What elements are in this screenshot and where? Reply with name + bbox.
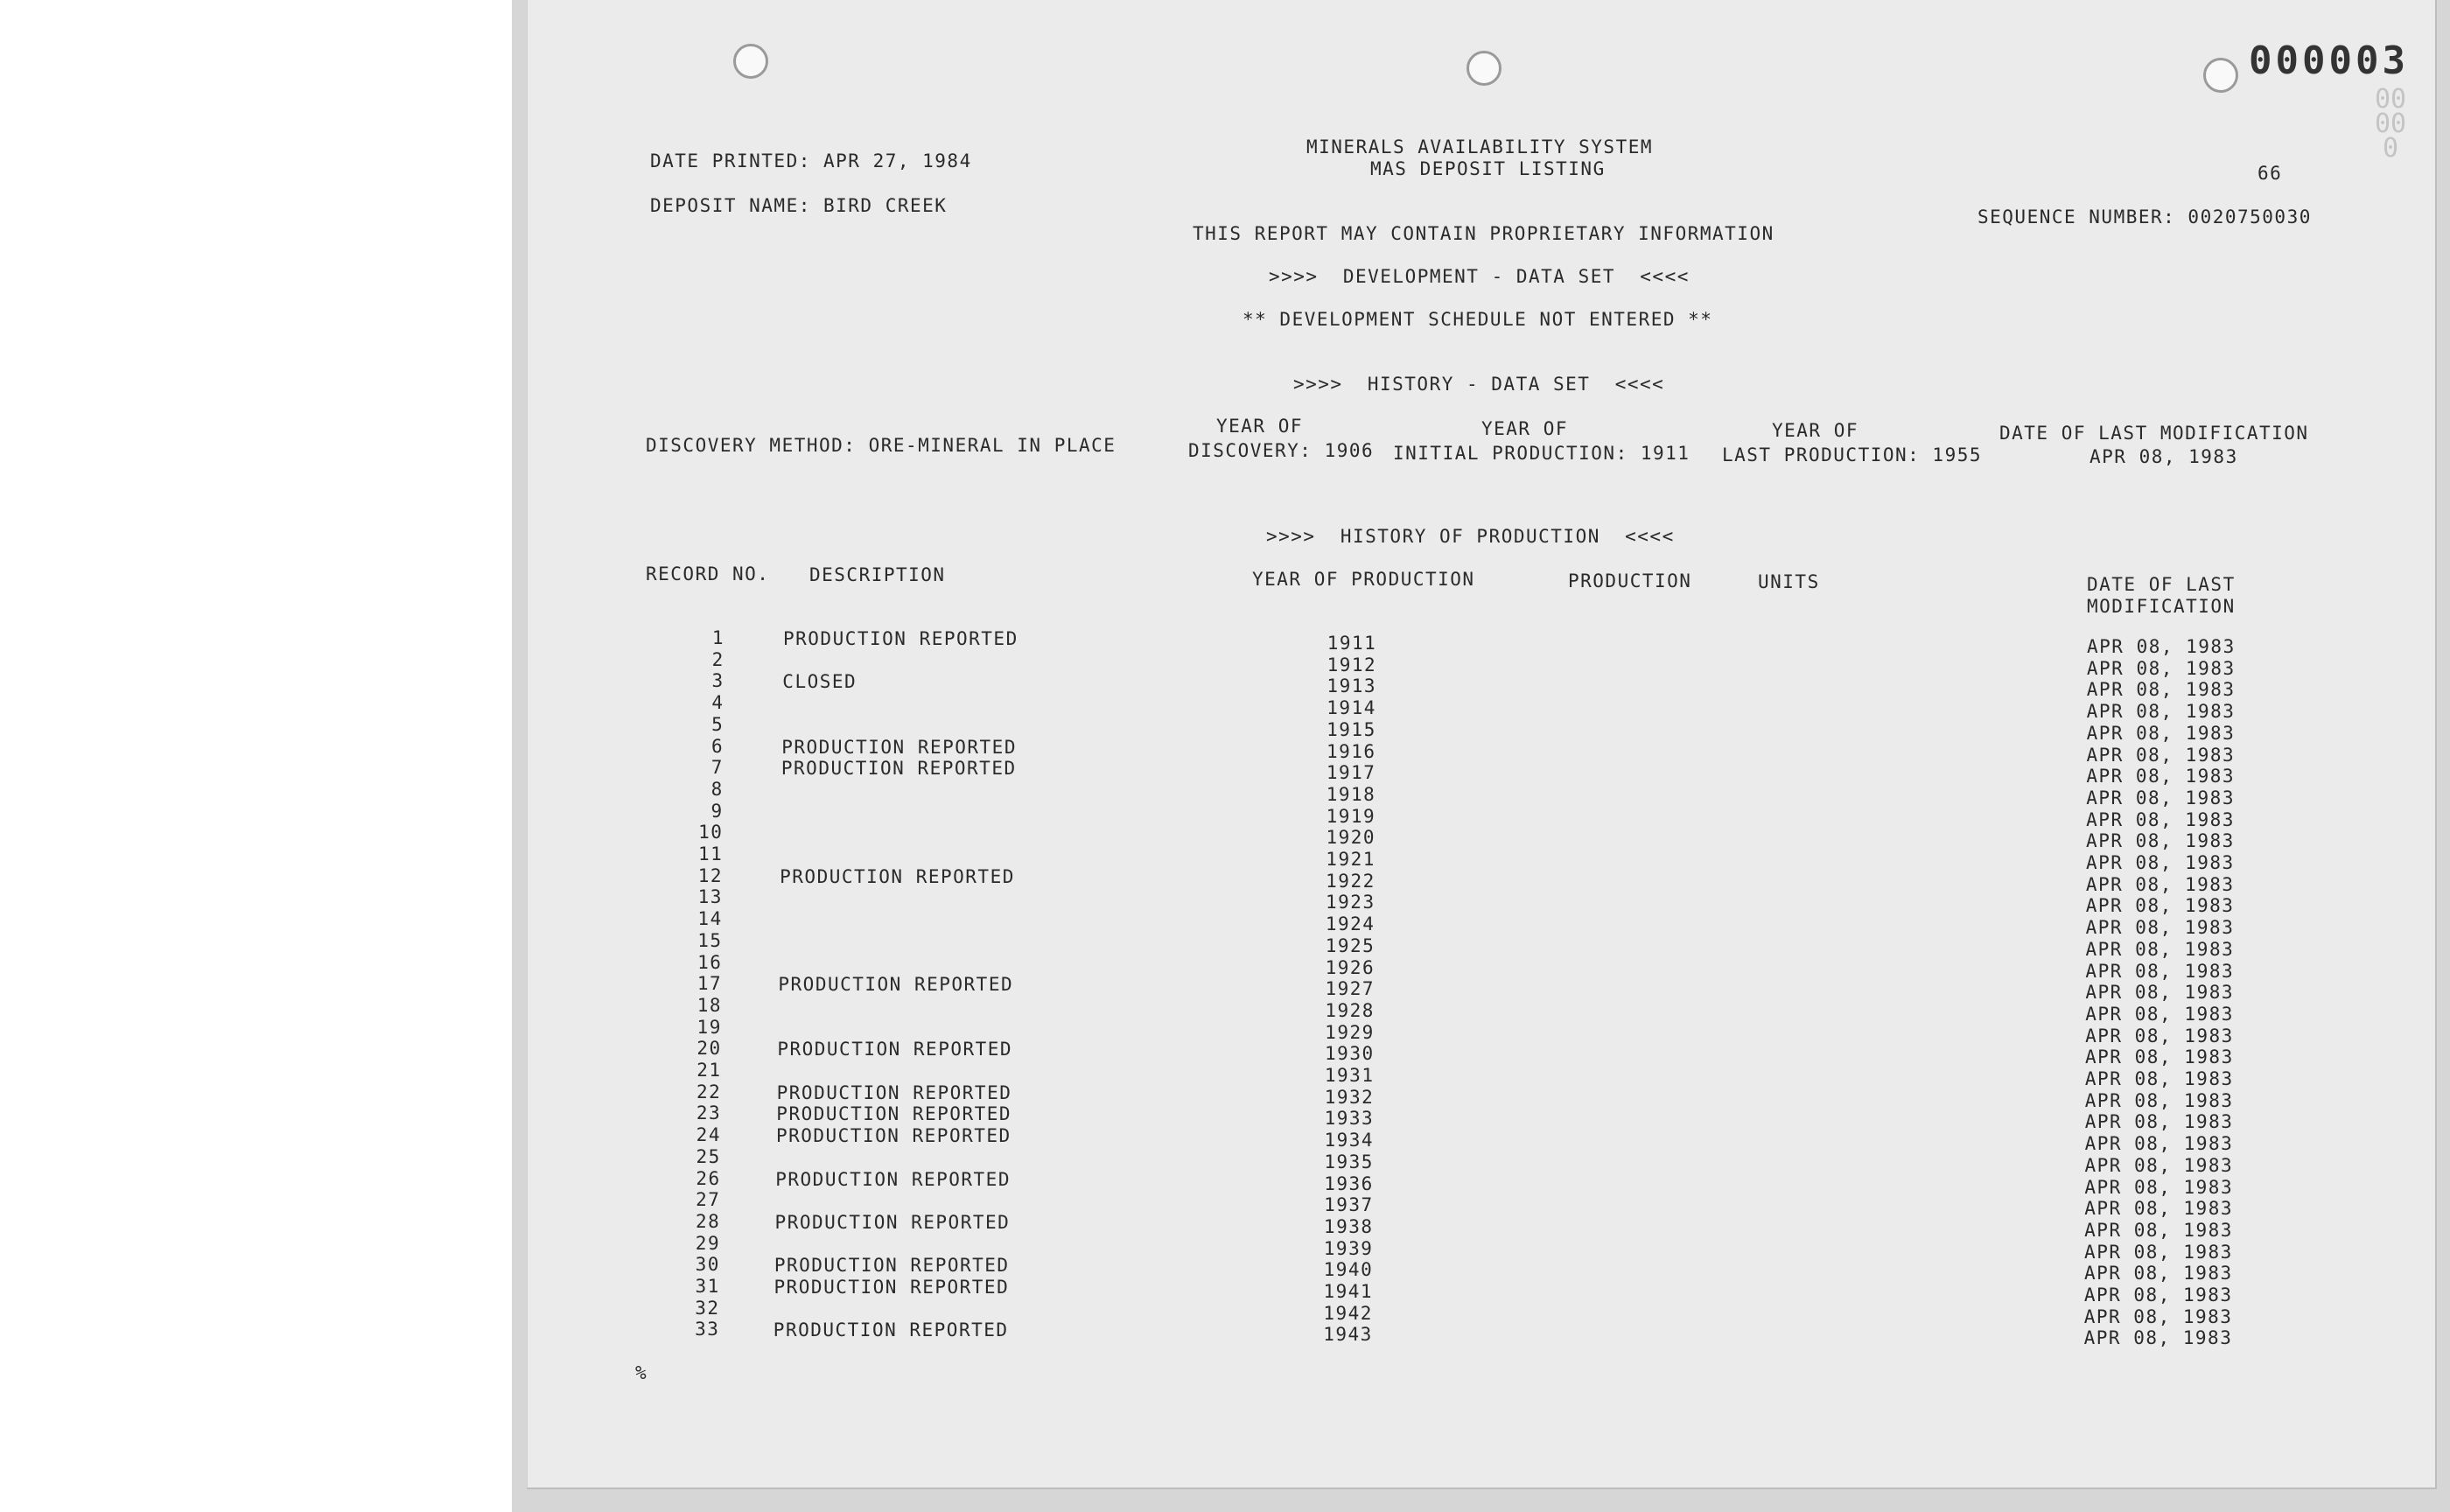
- production-year: 1933: [1324, 1108, 1375, 1130]
- record-number: 22: [696, 1081, 722, 1102]
- record-number: 13: [697, 886, 723, 908]
- production-year: 1943: [1323, 1324, 1373, 1346]
- production-year: 1916: [1326, 740, 1376, 762]
- record-description: PRODUCTION REPORTED: [773, 1320, 1009, 1341]
- record-number: 21: [696, 1060, 722, 1081]
- record-description: PRODUCTION REPORTED: [781, 736, 1017, 758]
- production-year: 1921: [1326, 849, 1376, 870]
- record-last-modified: APR 08, 1983: [2085, 938, 2235, 960]
- production-year: 1923: [1326, 892, 1376, 914]
- record-number: 5: [711, 713, 724, 735]
- discovery-year: DISCOVERY: 1906: [1188, 440, 1375, 461]
- column-header-year: YEAR OF PRODUCTION: [1252, 569, 1475, 590]
- record-last-modified: APR 08, 1983: [2086, 830, 2235, 852]
- document-stamp-number: 000003: [2249, 38, 2409, 83]
- production-year: 1934: [1324, 1130, 1375, 1152]
- record-number: 7: [710, 757, 724, 779]
- record-last-modified: APR 08, 1983: [2084, 1133, 2234, 1155]
- punch-hole-right: [2203, 58, 2238, 93]
- production-year: 1936: [1324, 1172, 1374, 1194]
- record-number: 26: [696, 1167, 721, 1189]
- year-of-label-initial: YEAR OF: [1481, 418, 1569, 439]
- punch-hole-left: [733, 44, 768, 79]
- record-number: 33: [695, 1319, 720, 1340]
- production-year: 1913: [1326, 676, 1376, 697]
- record-description: PRODUCTION REPORTED: [776, 1103, 1012, 1125]
- record-number: 16: [697, 951, 723, 973]
- production-year: 1937: [1324, 1194, 1374, 1216]
- record-description: PRODUCTION REPORTED: [775, 1125, 1012, 1147]
- production-year: 1928: [1325, 999, 1375, 1021]
- production-year: 1917: [1326, 762, 1376, 784]
- record-number: 27: [696, 1189, 721, 1211]
- record-last-modified: APR 08, 1983: [2084, 1176, 2234, 1198]
- record-number: 19: [696, 1016, 722, 1038]
- date-printed: DATE PRINTED: APR 27, 1984: [650, 150, 972, 172]
- column-header-record-no: RECORD NO.: [646, 564, 770, 584]
- record-number: 30: [695, 1254, 720, 1276]
- column-header-last-mod-2: MODIFICATION: [2087, 596, 2236, 617]
- year-of-label-discovery: YEAR OF: [1216, 416, 1304, 437]
- production-year: 1925: [1325, 934, 1376, 956]
- record-number: 1: [711, 627, 724, 648]
- production-year: 1920: [1326, 827, 1376, 849]
- record-description: PRODUCTION REPORTED: [774, 1277, 1010, 1298]
- record-description: PRODUCTION REPORTED: [774, 1211, 1011, 1233]
- production-year: 1929: [1325, 1021, 1375, 1043]
- record-last-modified: APR 08, 1983: [2084, 1068, 2234, 1089]
- record-number: 2: [711, 648, 724, 670]
- production-year: 1935: [1324, 1151, 1374, 1172]
- record-number: 14: [697, 908, 723, 930]
- record-number: 12: [697, 864, 724, 886]
- record-number: 29: [695, 1232, 721, 1254]
- production-year: 1940: [1323, 1259, 1374, 1281]
- record-last-modified: APR 08, 1983: [2083, 1327, 2233, 1349]
- production-year: 1915: [1326, 718, 1376, 740]
- record-last-modified: APR 08, 1983: [2086, 657, 2236, 679]
- record-last-modified: APR 08, 1983: [2086, 679, 2236, 701]
- record-last-modified: APR 08, 1983: [2085, 982, 2235, 1004]
- record-last-modified: APR 08, 1983: [2085, 1046, 2234, 1068]
- record-last-modified: APR 08, 1983: [2084, 1154, 2234, 1176]
- record-last-modified: APR 08, 1983: [2084, 1089, 2234, 1111]
- record-last-modified: APR 08, 1983: [2084, 1241, 2233, 1263]
- record-number: 11: [697, 844, 724, 864]
- record-number: 25: [696, 1145, 721, 1167]
- development-title: >>>> DEVELOPMENT - DATA SET <<<<: [1269, 266, 1690, 287]
- record-last-modified: APR 08, 1983: [2086, 808, 2235, 830]
- sequence-number: SEQUENCE NUMBER: 0020750030: [1978, 206, 2312, 228]
- production-year: 1914: [1326, 697, 1376, 719]
- record-number: 17: [696, 973, 723, 995]
- record-number: 20: [696, 1038, 722, 1060]
- record-description: PRODUCTION REPORTED: [780, 758, 1017, 780]
- last-modification-date: APR 08, 1983: [2090, 446, 2238, 467]
- faint-stamp-number: 00000: [2374, 84, 2407, 164]
- record-description: PRODUCTION REPORTED: [783, 628, 1018, 649]
- record-last-modified: APR 08, 1983: [2084, 1198, 2233, 1220]
- record-number: 10: [698, 822, 724, 844]
- proprietary-notice: THIS REPORT MAY CONTAIN PROPRIETARY INFORMATION: [1193, 223, 1774, 244]
- record-number: 32: [695, 1297, 720, 1319]
- discovery-method: DISCOVERY METHOD: ORE-MINERAL IN PLACE: [646, 435, 1116, 456]
- record-last-modified: APR 08, 1983: [2086, 766, 2236, 788]
- record-last-modified: APR 08, 1983: [2086, 744, 2236, 766]
- production-year: 1930: [1325, 1043, 1375, 1065]
- punch-hole-center: [1466, 51, 1502, 86]
- production-year: 1942: [1323, 1302, 1373, 1324]
- record-last-modified: APR 08, 1983: [2085, 873, 2235, 895]
- production-year: 1938: [1323, 1215, 1374, 1237]
- record-number: 15: [697, 929, 723, 951]
- record-last-modified: APR 08, 1983: [2085, 852, 2235, 873]
- record-last-modified: APR 08, 1983: [2085, 895, 2235, 917]
- production-year: 1931: [1324, 1065, 1375, 1086]
- production-year: 1919: [1326, 805, 1376, 827]
- record-last-modified: APR 08, 1983: [2085, 917, 2235, 939]
- record-number: 24: [696, 1124, 721, 1146]
- system-title: MINERALS AVAILABILITY SYSTEM: [1306, 136, 1654, 158]
- record-number: 18: [696, 994, 723, 1016]
- initial-production-year: INITIAL PRODUCTION: 1911: [1393, 443, 1690, 464]
- record-last-modified: APR 08, 1983: [2084, 1111, 2234, 1133]
- record-last-modified: APR 08, 1983: [2084, 1219, 2233, 1241]
- record-number: 28: [695, 1210, 721, 1232]
- record-last-modified: APR 08, 1983: [2086, 787, 2235, 808]
- record-number: 8: [710, 778, 724, 800]
- record-last-modified: APR 08, 1983: [2086, 701, 2236, 723]
- last-modification-label: DATE OF LAST MODIFICATION: [1999, 423, 2309, 444]
- last-production-year: LAST PRODUCTION: 1955: [1722, 444, 1983, 466]
- record-last-modified: APR 08, 1983: [2083, 1263, 2233, 1284]
- record-number: 9: [710, 800, 724, 822]
- record-description: PRODUCTION REPORTED: [778, 974, 1014, 996]
- record-last-modified: APR 08, 1983: [2085, 960, 2235, 982]
- record-last-modified: APR 08, 1983: [2085, 1003, 2234, 1025]
- record-description: PRODUCTION REPORTED: [776, 1082, 1012, 1103]
- production-year: 1932: [1324, 1086, 1375, 1108]
- record-number: 31: [695, 1276, 720, 1297]
- production-year: 1912: [1326, 654, 1377, 676]
- production-history-title: >>>> HISTORY OF PRODUCTION <<<<: [1266, 526, 1675, 547]
- record-last-modified: APR 08, 1983: [2083, 1306, 2233, 1327]
- record-number: 4: [711, 692, 724, 714]
- production-year: 1927: [1325, 978, 1376, 1000]
- production-year: 1911: [1326, 633, 1377, 654]
- column-header-units: UNITS: [1758, 571, 1820, 592]
- production-year: 1918: [1326, 783, 1376, 805]
- record-description: PRODUCTION REPORTED: [775, 1168, 1011, 1190]
- production-year: 1924: [1325, 914, 1376, 935]
- record-description: PRODUCTION REPORTED: [780, 865, 1015, 887]
- column-header-production: PRODUCTION: [1568, 570, 1692, 592]
- record-last-modified: APR 08, 1983: [2087, 636, 2236, 657]
- record-last-modified: APR 08, 1983: [2085, 1025, 2234, 1046]
- listing-title: MAS DEPOSIT LISTING: [1370, 158, 1606, 179]
- record-last-modified: APR 08, 1983: [2083, 1284, 2233, 1306]
- deposit-name: DEPOSIT NAME: BIRD CREEK: [650, 195, 948, 216]
- record-description: CLOSED: [782, 671, 858, 693]
- column-header-last-mod-1: DATE OF LAST: [2087, 574, 2236, 595]
- development-note: ** DEVELOPMENT SCHEDULE NOT ENTERED **: [1242, 309, 1713, 330]
- column-header-description: DESCRIPTION: [809, 564, 946, 585]
- production-year: 1922: [1326, 870, 1376, 892]
- record-number: 3: [711, 670, 724, 692]
- footer-mark: %: [635, 1362, 648, 1383]
- year-of-label-last: YEAR OF: [1772, 420, 1859, 441]
- record-number: 6: [710, 735, 724, 757]
- page-number: 66: [2258, 163, 2283, 184]
- history-title: >>>> HISTORY - DATA SET <<<<: [1293, 374, 1665, 395]
- production-year: 1941: [1323, 1281, 1374, 1302]
- record-number: 23: [696, 1102, 722, 1124]
- record-description: PRODUCTION REPORTED: [777, 1039, 1013, 1060]
- record-description: PRODUCTION REPORTED: [774, 1255, 1010, 1277]
- production-year: 1939: [1323, 1237, 1374, 1259]
- production-year: 1926: [1325, 956, 1376, 978]
- record-last-modified: APR 08, 1983: [2086, 722, 2236, 744]
